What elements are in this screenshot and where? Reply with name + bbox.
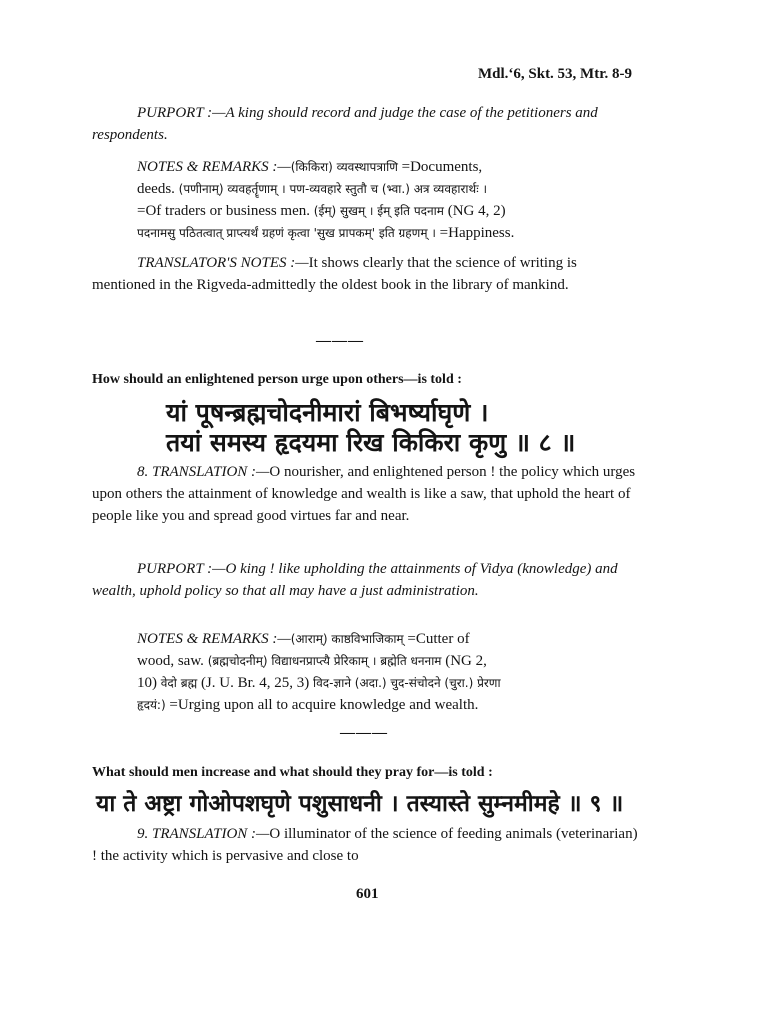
section-divider: ——— [316, 333, 364, 349]
verse-line: या ते अष्ट्रा गोओपशघृणे पशुसाधनी । तस्यास्ते सुम्नमीमहे ॥ ९ ॥ [96, 791, 624, 817]
translators-notes [92, 252, 638, 296]
purport-1 [92, 102, 638, 146]
notes-en: =Urging upon all to acquire knowledge and wealth. [169, 697, 479, 713]
translators-notes-label: TRANSLATOR'S NOTES :— [137, 255, 309, 271]
translation-text: O nourisher, and enlightened person ! the policy which urges upon others the attainment of knowledge and wealth is like a saw, that uphold the heart of people like you and spread good virtues far and near. [92, 464, 636, 524]
translators-notes-text: It shows clearly that the science of writing is mentioned in the Rigveda-admittedly the oldest book in the library of mankind. [92, 255, 577, 293]
notes-en: deeds. [137, 181, 175, 197]
notes-en: =Of traders or business men. [137, 203, 311, 219]
notes-deva: हृदयं:) [137, 698, 166, 712]
notes-en: =Cutter of [407, 631, 470, 647]
notes-deva: विद-ज्ञाने (अदा.) चुद-संचोदने (चुरा.) प्रेरणा [313, 676, 501, 690]
section-heading: How should an enlightened person urge upon others—is told : [92, 372, 462, 387]
running-header: Mdl.ʻ6, Skt. 53, Mtr. 8-9 [477, 66, 632, 82]
notes-remarks-2 [137, 628, 637, 716]
notes-en: =Documents, [401, 159, 483, 175]
notes-ref: (NG 2, [445, 653, 487, 669]
purport-label: PURPORT :— [137, 105, 226, 121]
verse-line: यां पूषन्ब्रह्मचोदनीमारां बिभर्ष्याघृणे । [166, 398, 489, 427]
section-heading: What should men increase and what should they pray for—is told : [92, 765, 493, 780]
notes-ref: (NG 4, 2) [447, 203, 506, 219]
notes-en: 10) [137, 675, 157, 691]
purport-2 [92, 558, 638, 602]
notes-remarks-1 [137, 156, 637, 244]
notes-en: wood, saw. [137, 653, 204, 669]
purport-label: PURPORT :— [137, 561, 226, 577]
translation-text: O illuminator of the science of feeding animals (veterinarian) ! the activity which is pervasive and close to [92, 826, 638, 864]
translation-label: 9. TRANSLATION :— [137, 826, 270, 842]
translation-9 [92, 823, 638, 867]
purport-text: A king should record and judge the case of the petitioners and respondents. [92, 105, 598, 143]
notes-deva: वेदो ब्रह्म [160, 676, 198, 690]
notes-deva: (पणीनाम्) व्यवहर्तॄणाम् । पण-व्यवहारे स्तुतौ च (भ्वा.) अत्र व्यवहारार्थः । [178, 182, 487, 196]
section-divider: ——— [340, 725, 388, 741]
page-number: 601 [356, 886, 379, 902]
translation-label: 8. TRANSLATION :— [137, 464, 270, 480]
notes-deva: (ब्रह्मचोदनीम्) विद्याधनप्राप्त्यै प्रेरिकाम् । ब्रह्मेति धननाम [207, 654, 442, 668]
notes-label: NOTES & REMARKS :— [137, 159, 291, 175]
notes-deva: (किकिरा) व्यवस्थापत्राणि [290, 160, 398, 174]
translation-8 [92, 461, 638, 527]
notes-label: NOTES & REMARKS :— [137, 631, 291, 647]
purport-text: O king ! like upholding the attainments of Vidya (knowledge) and wealth, uphold policy so that all may have a just administration. [92, 561, 618, 599]
notes-en: =Happiness. [439, 225, 515, 241]
notes-deva: (आराम्) काष्ठविभाजिकाम् [290, 632, 404, 646]
notes-ref: (J. U. Br. 4, 25, 3) [200, 675, 310, 691]
verse-line: तयां समस्य हृदयमा रिख किकिरा कृणु ॥ ८ ॥ [166, 428, 576, 457]
notes-deva: पदनामसु पठितत्वात् प्राप्त्यर्थं ग्रहणं कृत्वा 'सुख प्रापकम्' इति ग्रहणम् । [137, 226, 436, 240]
notes-deva: (ईम्) सुखम् । ईम् इति पदनाम [313, 204, 444, 218]
